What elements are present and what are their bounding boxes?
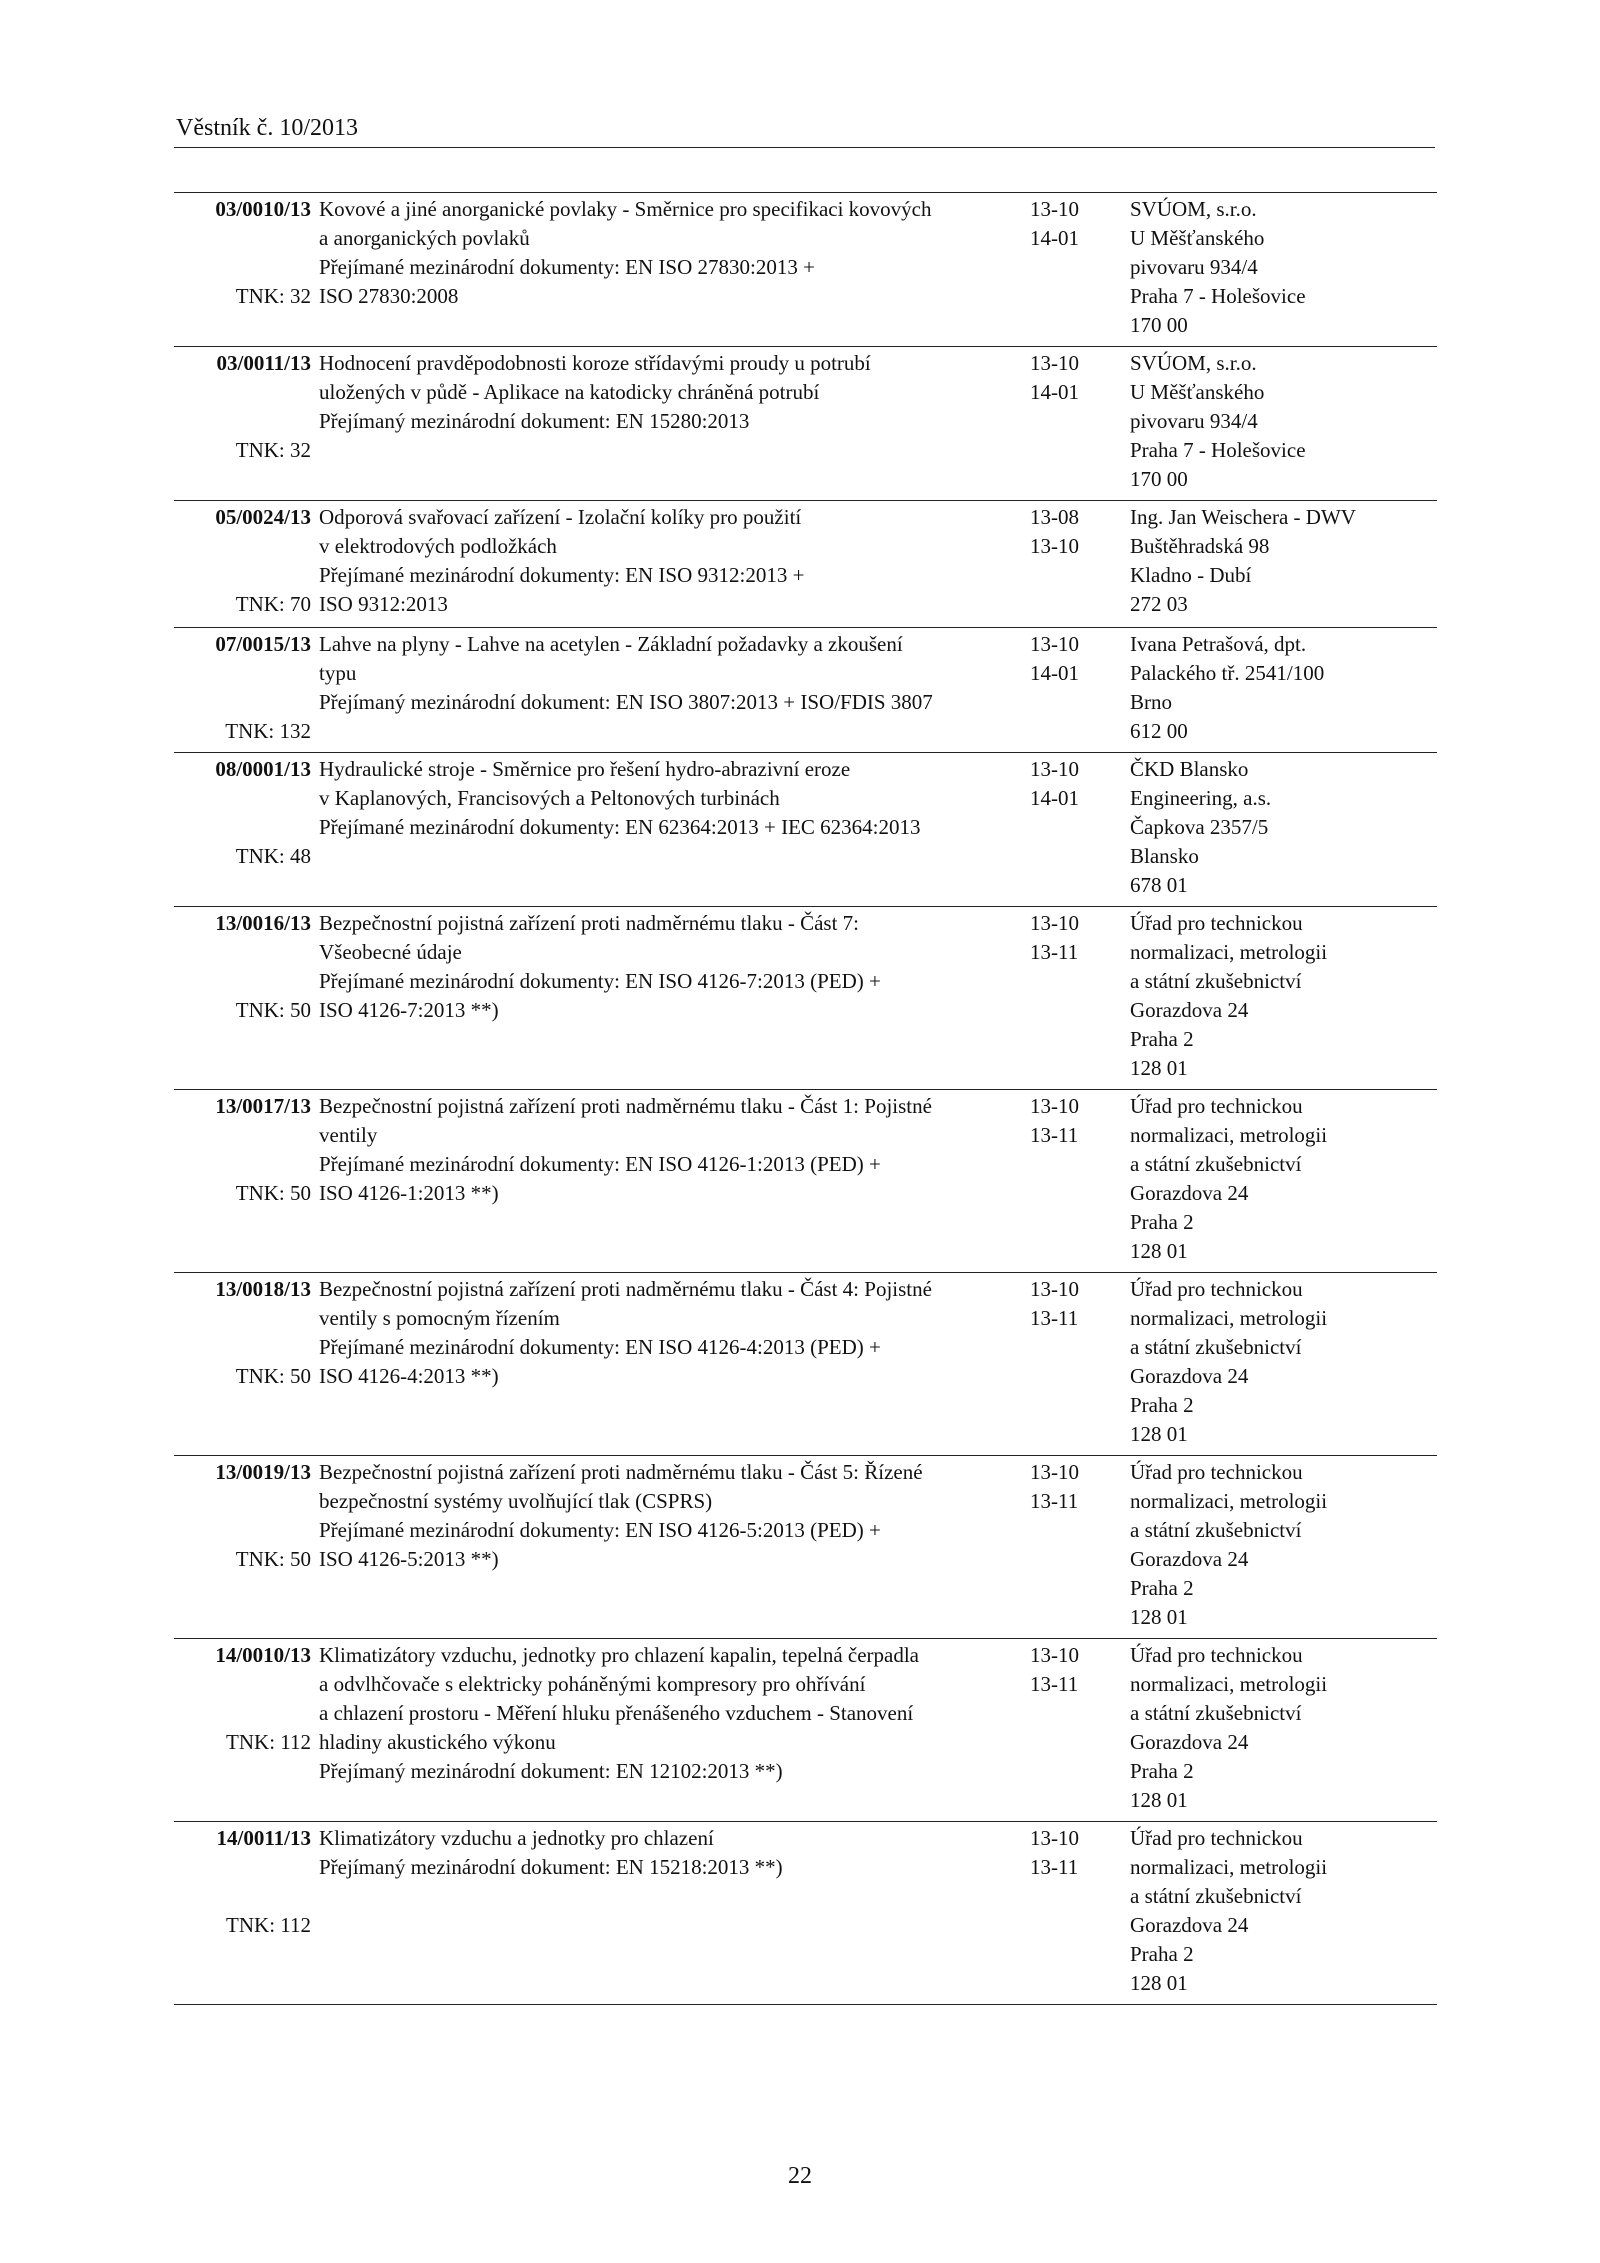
address-line: normalizaci, metrologii (1130, 1489, 1328, 1513)
description-line: Odporová svařovací zařízení - Izolační kolíky pro použití (319, 505, 802, 529)
description-line: ISO 9312:2013 (319, 592, 448, 616)
table-row (174, 1822, 1437, 2005)
entry-tnk: TNK: 32 (235, 284, 311, 308)
entry-number: 03/0011/13 (216, 351, 311, 375)
code-line: 13-10 (1030, 197, 1079, 221)
entry-number: 03/0010/13 (215, 197, 311, 221)
entry-codes (1020, 347, 1130, 501)
table-row (174, 1456, 1437, 1639)
description-line: ISO 27830:2008 (319, 284, 459, 308)
code-line: 14-01 (1030, 661, 1079, 685)
address-line: 612 00 (1130, 719, 1188, 743)
code-line: 13-10 (1030, 1643, 1079, 1667)
description-line: Přejímané mezinárodní dokumenty: EN ISO 4126-1:2013 (PED) + (319, 1152, 881, 1176)
address-line: normalizaci, metrologii (1130, 1672, 1328, 1696)
entry-codes (1020, 1822, 1130, 2005)
address-line: 128 01 (1130, 1056, 1188, 1080)
description-line: a odvlhčovače s elektricky poháněnými kompresory pro ohřívání (319, 1672, 866, 1696)
entry-id-cell (174, 1090, 311, 1273)
entry-tnk: TNK: 112 (226, 1913, 311, 1937)
description-line: Hydraulické stroje - Směrnice pro řešení hydro-abrazivní eroze (319, 757, 851, 781)
entry-tnk: TNK: 70 (235, 592, 311, 616)
code-line: 13-10 (1030, 757, 1079, 781)
address-line: Praha 2 (1130, 1942, 1194, 1966)
entry-number: 14/0010/13 (215, 1643, 311, 1667)
description-line: a anorganických povlaků (319, 226, 530, 250)
entry-codes (1020, 193, 1130, 347)
table-row (174, 907, 1437, 1090)
address-line: Gorazdova 24 (1130, 1913, 1249, 1937)
code-line: 13-10 (1030, 534, 1079, 558)
description-line: Kovové a jiné anorganické povlaky - Směrnice pro specifikaci kovových (319, 197, 932, 221)
description-line: ISO 4126-7:2013 **) (319, 998, 499, 1022)
table-row (174, 1639, 1437, 1822)
address-line: Ing. Jan Weischera - DWV (1130, 505, 1356, 529)
entry-codes (1020, 907, 1130, 1090)
description-line: Přejímaný mezinárodní dokument: EN 15218:2013 **) (319, 1855, 783, 1879)
header-rule (174, 147, 1435, 148)
address-line: Čapkova 2357/5 (1130, 815, 1269, 839)
entry-id-cell (174, 347, 311, 501)
address-line: a státní zkušebnictví (1130, 1884, 1302, 1908)
entry-id-cell (174, 907, 311, 1090)
description-line: Všeobecné údaje (319, 940, 462, 964)
entry-description (311, 347, 1020, 501)
address-line: Gorazdova 24 (1130, 1730, 1249, 1754)
description-line: uložených v půdě - Aplikace na katodicky chráněná potrubí (319, 380, 820, 404)
address-line: Brno (1130, 690, 1172, 714)
entry-tnk: TNK: 132 (225, 719, 311, 743)
address-line: Úřad pro technickou (1130, 1277, 1303, 1301)
entry-id-cell (174, 628, 311, 753)
table-row (174, 347, 1437, 501)
entry-description (311, 501, 1020, 628)
code-line: 13-10 (1030, 1460, 1079, 1484)
address-line: SVÚOM, s.r.o. (1130, 351, 1257, 375)
entry-codes (1020, 628, 1130, 753)
standards-table-body (174, 193, 1437, 2005)
address-line: Praha 7 - Holešovice (1130, 438, 1306, 462)
entry-address (1130, 907, 1437, 1090)
entry-address (1130, 628, 1437, 753)
description-line: bezpečnostní systémy uvolňující tlak (CSPRS) (319, 1489, 713, 1513)
address-line: Praha 7 - Holešovice (1130, 284, 1306, 308)
address-line: 128 01 (1130, 1788, 1188, 1812)
description-line: Přejímané mezinárodní dokumenty: EN 62364:2013 + IEC 62364:2013 (319, 815, 921, 839)
entry-description (311, 1273, 1020, 1456)
address-line: Palackého tř. 2541/100 (1130, 661, 1325, 685)
entry-number: 07/0015/13 (215, 632, 311, 656)
code-line: 13-10 (1030, 351, 1079, 375)
address-line: Kladno - Dubí (1130, 563, 1252, 587)
code-line: 14-01 (1030, 226, 1079, 250)
entry-tnk: TNK: 50 (235, 1181, 311, 1205)
entry-codes (1020, 1273, 1130, 1456)
description-line: Bezpečnostní pojistná zařízení proti nadměrnému tlaku - Část 5: Řízené (319, 1460, 923, 1484)
description-line: Přejímané mezinárodní dokumenty: EN ISO 27830:2013 + (319, 255, 815, 279)
entry-description (311, 193, 1020, 347)
address-line: Gorazdova 24 (1130, 1181, 1249, 1205)
address-line: a státní zkušebnictví (1130, 1518, 1302, 1542)
entry-description (311, 1456, 1020, 1639)
table-row (174, 501, 1437, 628)
entry-address (1130, 193, 1437, 347)
address-line: 128 01 (1130, 1239, 1188, 1263)
description-line: Hodnocení pravděpodobnosti koroze střídavými proudy u potrubí (319, 351, 871, 375)
address-line: Úřad pro technickou (1130, 911, 1303, 935)
description-line: a chlazení prostoru - Měření hluku přenášeného vzduchem - Stanovení (319, 1701, 914, 1725)
address-line: Praha 2 (1130, 1759, 1194, 1783)
table-row (174, 753, 1437, 907)
description-line: v elektrodových podložkách (319, 534, 557, 558)
description-line: ISO 4126-4:2013 **) (319, 1364, 499, 1388)
entry-id-cell (174, 501, 311, 628)
address-line: Buštěhradská 98 (1130, 534, 1270, 558)
address-line: Ivana Petrašová, dpt. (1130, 632, 1307, 656)
code-line: 13-08 (1030, 505, 1079, 529)
entry-id-cell (174, 1273, 311, 1456)
page-header-title: Věstník č. 10/2013 (176, 115, 358, 141)
description-line: ISO 4126-1:2013 **) (319, 1181, 499, 1205)
entry-number: 13/0017/13 (215, 1094, 311, 1118)
entry-description (311, 753, 1020, 907)
entry-id-cell (174, 193, 311, 347)
address-line: Gorazdova 24 (1130, 998, 1249, 1022)
entry-address (1130, 1639, 1437, 1822)
address-line: Úřad pro technickou (1130, 1643, 1303, 1667)
code-line: 13-11 (1030, 1123, 1079, 1147)
address-line: 272 03 (1130, 592, 1188, 616)
entry-id-cell (174, 753, 311, 907)
code-line: 13-10 (1030, 632, 1079, 656)
entry-address (1130, 347, 1437, 501)
code-line: 13-10 (1030, 1826, 1079, 1850)
address-line: Úřad pro technickou (1130, 1094, 1303, 1118)
entry-description (311, 1090, 1020, 1273)
address-line: Úřad pro technickou (1130, 1460, 1303, 1484)
entry-number: 08/0001/13 (215, 757, 311, 781)
entry-description (311, 628, 1020, 753)
entry-codes (1020, 1090, 1130, 1273)
address-line: Gorazdova 24 (1130, 1547, 1249, 1571)
entry-tnk: TNK: 112 (226, 1730, 311, 1754)
entry-tnk: TNK: 32 (235, 438, 311, 462)
table-row (174, 1273, 1437, 1456)
address-line: Gorazdova 24 (1130, 1364, 1249, 1388)
table-row (174, 628, 1437, 753)
entry-address (1130, 753, 1437, 907)
description-line: typu (319, 661, 357, 685)
entry-codes (1020, 1456, 1130, 1639)
entry-number: 13/0018/13 (215, 1277, 311, 1301)
address-line: 128 01 (1130, 1422, 1188, 1446)
code-line: 13-11 (1030, 940, 1079, 964)
address-line: SVÚOM, s.r.o. (1130, 197, 1257, 221)
entry-description (311, 1822, 1020, 2005)
address-line: Engineering, a.s. (1130, 786, 1272, 810)
address-line: normalizaci, metrologii (1130, 940, 1328, 964)
address-line: U Měšťanského (1130, 380, 1265, 404)
description-line: Lahve na plyny - Lahve na acetylen - Základní požadavky a zkoušení (319, 632, 903, 656)
address-line: Praha 2 (1130, 1576, 1194, 1600)
address-line: a státní zkušebnictví (1130, 1701, 1302, 1725)
address-line: Praha 2 (1130, 1027, 1194, 1051)
description-line: Bezpečnostní pojistná zařízení proti nadměrnému tlaku - Část 1: Pojistné (319, 1094, 932, 1118)
address-line: Praha 2 (1130, 1210, 1194, 1234)
entry-codes (1020, 1639, 1130, 1822)
address-line: normalizaci, metrologii (1130, 1855, 1328, 1879)
entry-address (1130, 1456, 1437, 1639)
entry-address (1130, 1090, 1437, 1273)
code-line: 14-01 (1030, 786, 1079, 810)
standards-table (174, 192, 1437, 2005)
description-line: Přejímané mezinárodní dokumenty: EN ISO 9312:2013 + (319, 563, 805, 587)
code-line: 13-10 (1030, 911, 1079, 935)
entry-number: 13/0019/13 (215, 1460, 311, 1484)
entry-id-cell (174, 1639, 311, 1822)
code-line: 13-11 (1030, 1855, 1079, 1879)
entry-codes (1020, 501, 1130, 628)
entry-tnk: TNK: 50 (235, 998, 311, 1022)
code-line: 13-10 (1030, 1094, 1079, 1118)
entry-number: 14/0011/13 (216, 1826, 311, 1850)
entry-tnk: TNK: 48 (235, 844, 311, 868)
entry-description (311, 907, 1020, 1090)
address-line: a státní zkušebnictví (1130, 1335, 1302, 1359)
address-line: 128 01 (1130, 1971, 1188, 1995)
description-line: Klimatizátory vzduchu, jednotky pro chlazení kapalin, tepelná čerpadla (319, 1643, 920, 1667)
entry-address (1130, 1822, 1437, 2005)
entry-number: 13/0016/13 (215, 911, 311, 935)
description-line: Bezpečnostní pojistná zařízení proti nadměrnému tlaku - Část 4: Pojistné (319, 1277, 932, 1301)
description-line: Přejímané mezinárodní dokumenty: EN ISO 4126-5:2013 (PED) + (319, 1518, 881, 1542)
code-line: 14-01 (1030, 380, 1079, 404)
description-line: Přejímaný mezinárodní dokument: EN 12102:2013 **) (319, 1759, 783, 1783)
code-line: 13-11 (1030, 1306, 1079, 1330)
address-line: Úřad pro technickou (1130, 1826, 1303, 1850)
description-line: Přejímané mezinárodní dokumenty: EN ISO 4126-4:2013 (PED) + (319, 1335, 881, 1359)
code-line: 13-11 (1030, 1672, 1079, 1696)
address-line: a státní zkušebnictví (1130, 969, 1302, 993)
address-line: pivovaru 934/4 (1130, 409, 1258, 433)
address-line: normalizaci, metrologii (1130, 1306, 1328, 1330)
description-line: ventily (319, 1123, 378, 1147)
entry-codes (1020, 753, 1130, 907)
entry-tnk: TNK: 50 (235, 1547, 311, 1571)
table-row (174, 193, 1437, 347)
address-line: U Měšťanského (1130, 226, 1265, 250)
description-line: Přejímané mezinárodní dokumenty: EN ISO 4126-7:2013 (PED) + (319, 969, 881, 993)
address-line: ČKD Blansko (1130, 757, 1249, 781)
address-line: Praha 2 (1130, 1393, 1194, 1417)
entry-id-cell (174, 1822, 311, 2005)
code-line: 13-11 (1030, 1489, 1079, 1513)
address-line: normalizaci, metrologii (1130, 1123, 1328, 1147)
code-line: 13-10 (1030, 1277, 1079, 1301)
description-line: Přejímaný mezinárodní dokument: EN 15280:2013 (319, 409, 750, 433)
description-line: v Kaplanových, Francisových a Peltonových turbinách (319, 786, 780, 810)
description-line: Přejímaný mezinárodní dokument: EN ISO 3807:2013 + ISO/FDIS 3807 (319, 690, 933, 714)
description-line: hladiny akustického výkonu (319, 1730, 556, 1754)
description-line: ISO 4126-5:2013 **) (319, 1547, 499, 1571)
address-line: 678 01 (1130, 873, 1188, 897)
page-number: 22 (788, 2163, 812, 2189)
description-line: ventily s pomocným řízením (319, 1306, 560, 1330)
address-line: a státní zkušebnictví (1130, 1152, 1302, 1176)
address-line: 170 00 (1130, 313, 1188, 337)
table-row (174, 1090, 1437, 1273)
entry-tnk: TNK: 50 (235, 1364, 311, 1388)
description-line: Klimatizátory vzduchu a jednotky pro chlazení (319, 1826, 714, 1850)
address-line: 128 01 (1130, 1605, 1188, 1629)
address-line: pivovaru 934/4 (1130, 255, 1258, 279)
address-line: Blansko (1130, 844, 1199, 868)
entry-id-cell (174, 1456, 311, 1639)
entry-description (311, 1639, 1020, 1822)
address-line: 170 00 (1130, 467, 1188, 491)
entry-number: 05/0024/13 (215, 505, 311, 529)
entry-address (1130, 1273, 1437, 1456)
entry-address (1130, 501, 1437, 628)
description-line: Bezpečnostní pojistná zařízení proti nadměrnému tlaku - Část 7: (319, 911, 860, 935)
